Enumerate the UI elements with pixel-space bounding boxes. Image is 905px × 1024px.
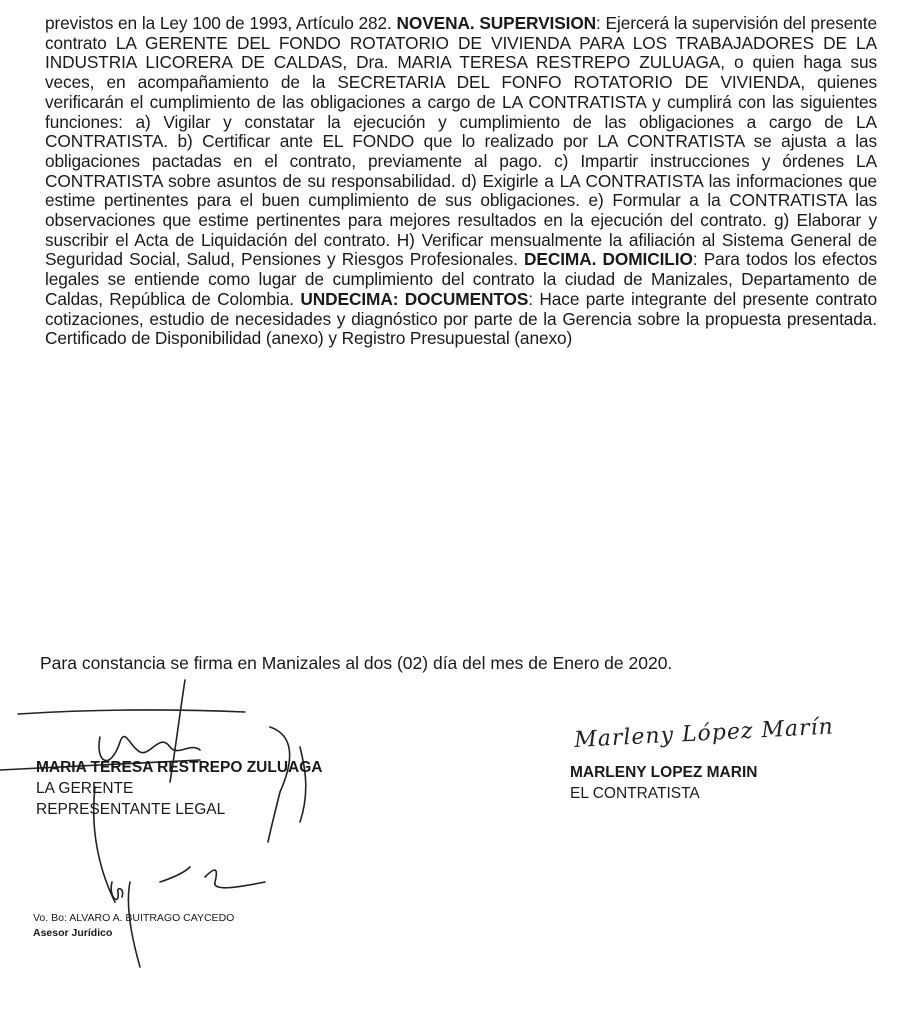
text-run: : Hace parte integrante del presente contrato cotizaciones, estudio de necesidades y diagnóstico por parte de la Gerencia sobre la propuesta presentada. Certificado de Disponibilidad (anexo) y Registro Presupuestal (anexo) xyxy=(45,288,877,349)
text-run: previstos en la Ley 100 de 1993, Artículo 282. xyxy=(45,13,397,33)
handwritten-signature-marleny: Marleny López Marín xyxy=(573,714,835,753)
text-run: : Para todos los efectos legales se entiende como lugar de cumplimiento del contrato la ciudad de Manizales, Departamento de Caldas, República de Colombia. xyxy=(45,249,877,309)
closing-statement: Para constancia se firma en Manizales al dos (02) día del mes de Enero de 2020. xyxy=(40,653,673,673)
clause-heading-novena: NOVENA. SUPERVISION xyxy=(396,13,597,33)
signatory-right xyxy=(570,762,757,804)
contract-body xyxy=(45,14,877,349)
approval-role: Asesor Jurídico xyxy=(33,927,113,939)
signatory-title: EL CONTRATISTA xyxy=(570,785,700,802)
clause-heading-decima: DECIMA. DOMICILIO xyxy=(524,249,693,270)
signatory-name: MARIA TERESA RESTREPO ZULUAGA xyxy=(36,759,323,776)
clause-heading-undecima: UNDECIMA: DOCUMENTOS xyxy=(300,288,529,309)
approval-line: Vo. Bo: ALVARO A. BUITRAGO CAYCEDO xyxy=(33,912,235,924)
signatory-left xyxy=(36,757,322,820)
signatory-title: LA GERENTE xyxy=(36,780,134,797)
signatory-role: REPRESENTANTE LEGAL xyxy=(36,801,226,818)
text-run: : Ejercerá la supervisión del presente contrato LA GERENTE DEL FONDO ROTATORIO DE VIVIENDA PARA LOS TRABAJADORES DE LA INDUSTRIA LICORERA DE CALDAS, Dra. MARIA TERESA RESTREPO ZULUAGA, o quien haga sus veces, en acompañamiento de la SECRETARIA DEL FONFO ROTATORIO DE VIVIENDA, quienes verificarán el cumplimiento de las obligaciones a cargo de LA CONTRATISTA y cumplirá con las siguientes funciones: a) Vigilar y constatar la ejecución y cumplimiento de las obligaciones a cargo de LA CONTRATISTA. b) Certificar ante EL FONDO que lo realizado por LA CONTRATISTA se ajusta a las obligaciones pactadas en el contrato, previamente al pago. c) Impartir instrucciones y órdenes LA CONTRATISTA sobre asuntos de su responsabilidad. d) Exigirle a LA CONTRATISTA las informaciones que estime pertinentes para el buen cumplimiento de sus obligaciones. e) Formular a la CONTRATISTA las observaciones que estime pertinentes para mejores resultados en la ejecución del contrato. g) Elaborar y suscribir el Acta de Liquidación del contrato. H) Verificar mensualmente la afiliación al Sistema General de Seguridad Social, Salud, Pensiones y Riesgos Profesionales. xyxy=(45,13,877,270)
contract-paragraph xyxy=(45,14,877,349)
signatory-name: MARLENY LOPEZ MARIN xyxy=(570,764,758,781)
approval-block xyxy=(33,911,234,941)
